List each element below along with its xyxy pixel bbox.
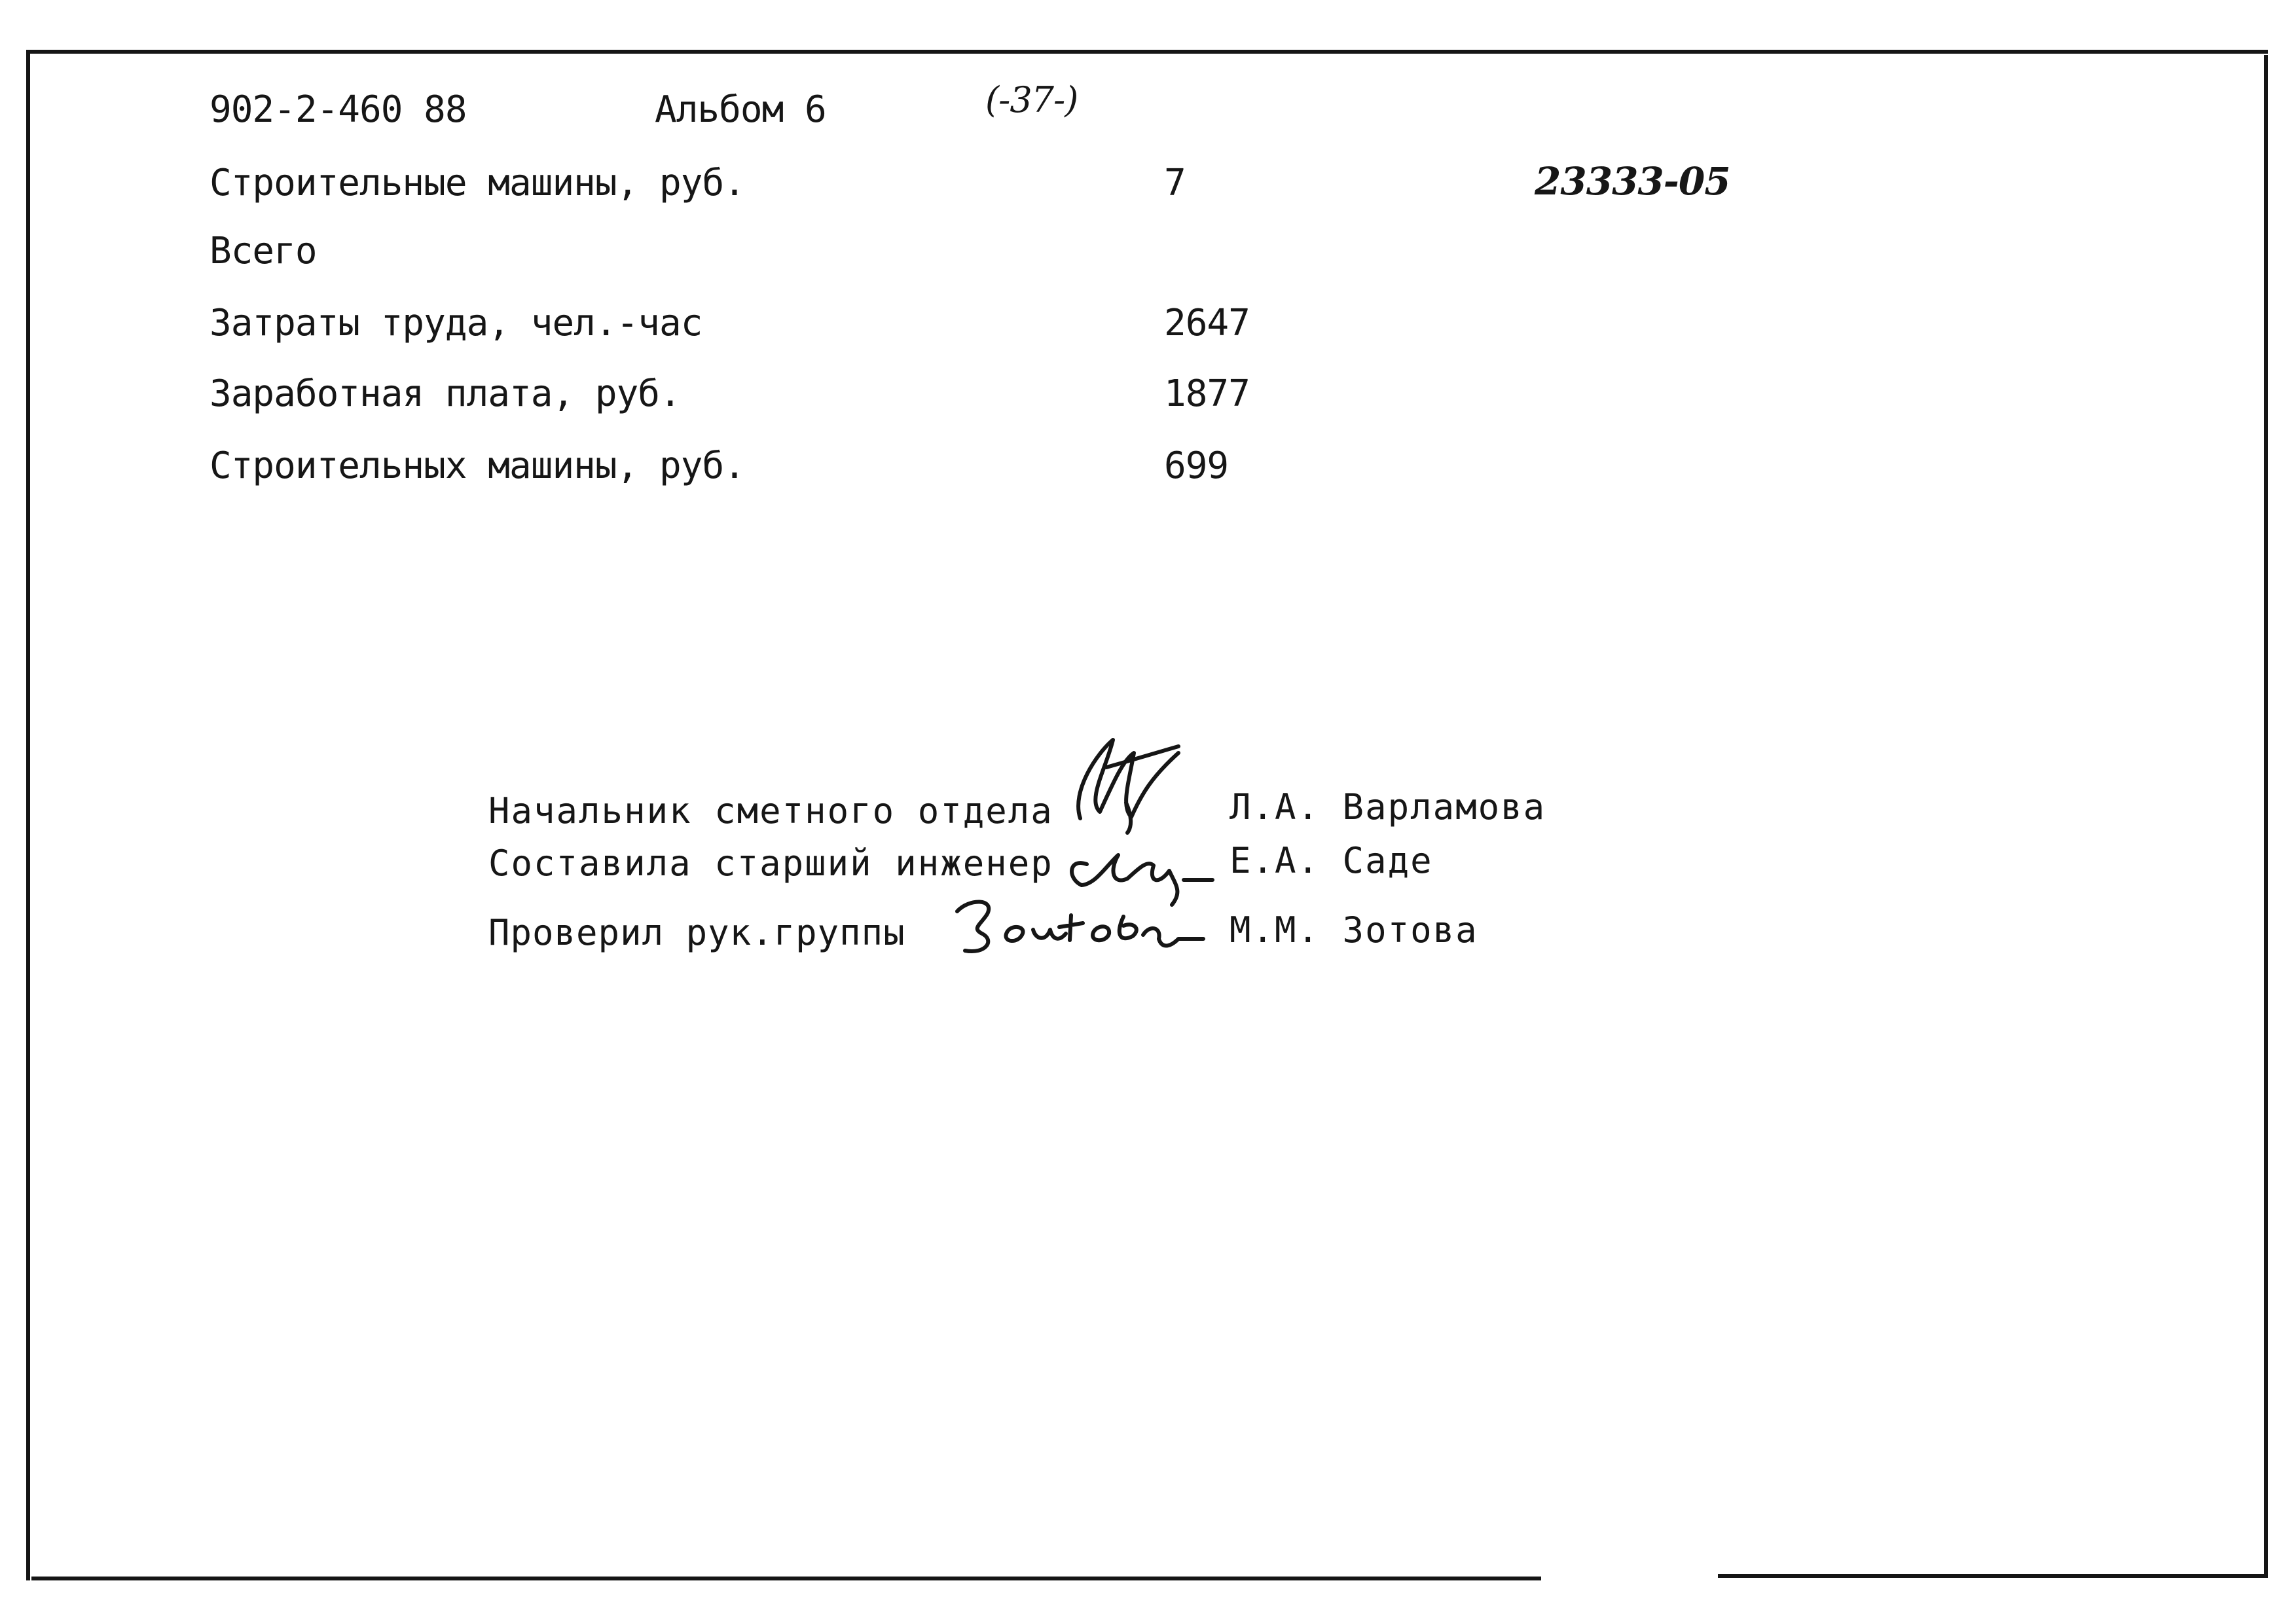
signature-head-scribble (1078, 740, 1178, 833)
signature-author-scribble (1072, 855, 1212, 905)
row-label: Затраты труда, чел.-час (210, 302, 702, 344)
row-value: 1877 (1164, 373, 1250, 415)
document-number: 23333-05 (1535, 159, 1730, 204)
row-value: 7 (1164, 162, 1186, 204)
signature-role: Проверил рук.группы (488, 912, 905, 953)
project-code: 902-2-460 88 (210, 88, 467, 131)
signature-name: Е.А. Саде (1230, 840, 1433, 881)
row-value: 699 (1164, 445, 1229, 487)
signature-name: М.М. Зотова (1230, 909, 1478, 951)
row-label: Строительные машины, руб. (210, 162, 745, 204)
page-mark: (-37-) (985, 79, 1078, 120)
row-label: Строительных машины, руб. (210, 445, 745, 487)
signature-checker-scribble (957, 902, 1203, 951)
signature-role: Составила старший инженер (488, 843, 1053, 884)
row-label: Всего (210, 230, 317, 272)
signature-role: Начальник сметного отдела (488, 790, 1053, 831)
row-value: 2647 (1164, 302, 1250, 344)
signature-name: Л.А. Варламова (1230, 786, 1546, 828)
row-label: Заработная плата, руб. (210, 373, 681, 415)
album-label: Альбом 6 (655, 88, 826, 131)
